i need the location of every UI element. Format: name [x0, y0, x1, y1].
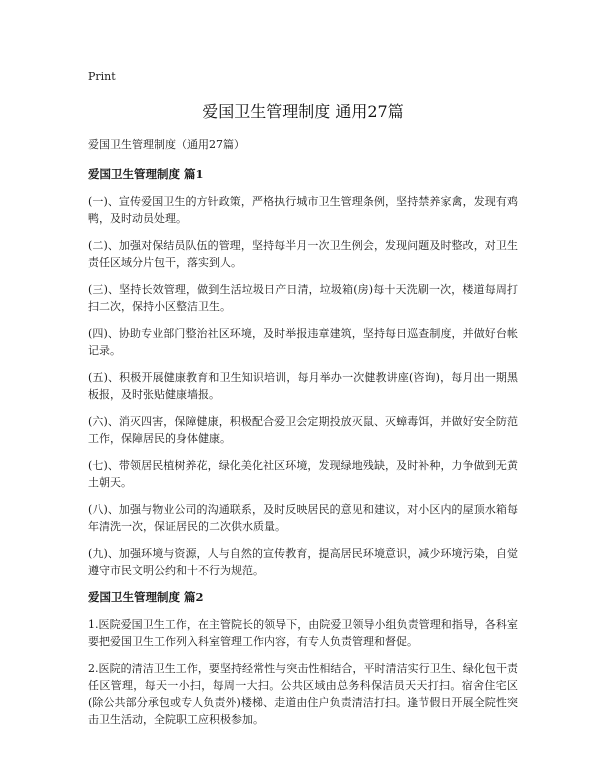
paragraph: 2.医院的清洁卫生工作，要坚持经常性与突击性相结合，平时清洁实行卫生、绿化包干责任区管理，每天一小扫，每周一大扫。公共区域由总务科保洁员天天打扫。宿舍住宅区(除公共部分承包或专人负责外)楼梯、走道由住户负责清洁打扫。逢节假日开展全院性突击卫生活动，全院职工应积极参加。 [88, 662, 518, 726]
paragraph: (八)、加强与物业公司的沟通联系，及时反映居民的意见和建议，对小区内的屋顶水箱每年清洗一次，保证居民的二次供水质量。 [88, 503, 518, 533]
paragraph: (二)、加强对保结员队伍的管理，坚持每半月一次卫生例会，发现问题及时整改，对卫生责任区域分片包干，落实到人。 [88, 239, 518, 269]
section-heading: 爱国卫生管理制度 篇2 [88, 590, 204, 604]
document-subtitle: 爱国卫生管理制度（通用27篇） [88, 138, 245, 151]
print-link[interactable]: Print [88, 70, 116, 83]
paragraph: (四)、协助专业部门整治社区环境，及时举报违章建筑，坚持每日巡查制度，并做好台帐记录。 [88, 327, 518, 357]
paragraph: 1.医院爱国卫生工作，在主管院长的领导下，由院爱卫领导小组负责管理和指导，各科室要把爱国卫生工作列入科室管理工作内容，有专人负责管理和督促。 [88, 618, 518, 648]
section-heading: 爱国卫生管理制度 篇1 [88, 167, 204, 181]
paragraph: (七)、带领居民植树养花，绿化美化社区环境，发现绿地残缺，及时补种，力争做到无黄土朝天。 [88, 459, 518, 489]
document-page [88, 70, 518, 738]
page-title: 爱国卫生管理制度 通用27篇 [202, 102, 404, 121]
paragraph: (九)、加强环境与资源，人与自然的宣传教育，提高居民环境意识，减少环境污染，自觉遵守市民文明公约和十不行为规范。 [88, 547, 518, 577]
paragraph: (五)、积极开展健康教育和卫生知识培训，每月举办一次健教讲座(咨询)，每月出一期黑板报，及时张贴健康墙报。 [88, 371, 518, 401]
paragraph: (一)、宣传爱国卫生的方针政策，严格执行城市卫生管理条例，坚持禁养家禽，发现有鸡鸭，及时动员处理。 [88, 195, 518, 225]
paragraph: (三)、坚持长效管理，做到生活垃圾日产日清，垃圾箱(房)每十天洗刷一次，楼道每周打扫二次，保持小区整洁卫生。 [88, 283, 518, 313]
paragraph: (六)、消灭四害，保障健康，积极配合爱卫会定期投放灭鼠、灭蟑毒饵，并做好安全防范工作，保障居民的身体健康。 [88, 415, 518, 445]
section-1 [88, 166, 518, 579]
section-2 [88, 589, 518, 728]
